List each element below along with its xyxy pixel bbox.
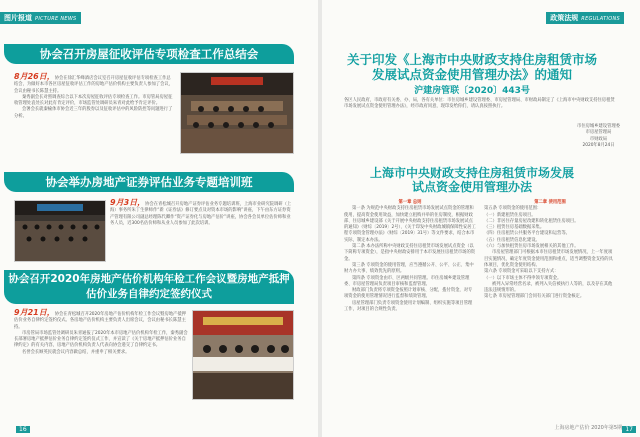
article-3-title: 协会召开2020年房地产估价机构年检工作会议暨房地产抵押估价业务自律约定签约仪式 <box>4 270 294 304</box>
article-3-p2: 市房管局市场监管处调研员朱青通报了2020年本市房地产估价机构年检工作，秦秀副会长部署房地产抵押估价业务自律约定签约仪式工作，并宣读了《关于房地产抵押估价业务自律约定》的有关内容，房地产估价机构负责人代表向协会递交了自律约定书。 <box>14 330 188 349</box>
article-1-date: 8月26日， <box>14 72 55 81</box>
doc-title-line-1: 上海市中央财政支持住房租赁市场发展 <box>369 166 574 180</box>
clause-6-para: 被列入异常经营名录，被列入失信被执行人等的，以及存在其他违法违规情形的。 <box>484 281 613 294</box>
issue-date: 2020年8月24日 <box>582 142 615 148</box>
article-3-body <box>14 310 188 356</box>
chapter-1-heading: 第一章 总则 <box>398 200 422 205</box>
training-photo <box>14 200 106 262</box>
article-3-p1: 协会在青松城召开2020年房地产估价机构年检工作会议暨房地产抵押估价业务自律约定签约仪式。各房地产估价机构主要负责人出席会议，会议由秘书长陈慧主持。 <box>14 312 186 330</box>
clause-4: 第四条 专项资金由市、区两级共同管理。市住房城乡建设管理委、市房屋管理局负责项目审核和监督管理。 <box>344 275 470 287</box>
clause-5-item-2: （二）非居住存量房屋改建和转化租赁住房项目。 <box>484 218 579 224</box>
clause-5-item-3: （三）租赁住房基础数据采集。 <box>484 225 545 231</box>
clause-4-para-3: 房屋管理部门负责专项资金使用计划编制、组织实施等项目管理工作，对项目的合规性负责。 <box>344 300 473 313</box>
meeting-photo-1 <box>180 72 294 154</box>
notice-body: 各区人民政府，市政府有关委、办、局，各有关单位：市住房城乡建设管理委、市房屋管理局、市财政局制定了《上海市中央财政支持住房租赁市场发展试点资金使用管理办法》，经市政府同意，现印发给你们，请认真按照执行。 <box>344 98 615 110</box>
clause-1: 第一条 为规范中央财政支持住房租赁市场发展试点资金的管理和使用，提高资金使用效益，加快建立租购并举的住房制度，根据财政部、住房城乡建设部《关于开展中央财政支持住房租赁市场发展试点的通知》（财综〔2019〕2号）、《关于印发中央财政城镇保障性安居工程专项资金管理办法》（财综〔2019〕31号）等文件要求，结合本市实际，制定本办法。 <box>344 206 476 243</box>
clause-6: 第六条 专项资金可采取以下支持方式： <box>484 269 559 275</box>
doc-title <box>322 166 622 194</box>
article-2-title: 协会举办房地产证券评估业务专题培训班 <box>4 172 294 192</box>
clause-6-item-1: （一）以下市场主体不得申领专项资金。 <box>484 275 562 281</box>
article-2-p1: 协会在青松城召开房地产证券评估业务专题培训班，上海市业研究院调研（上海）事务所朱丁生律师作“新《证券法》修订要点及对资本市场的影响”讲座，下午由东方证券资产管理有限公司副总经理陈代卿作“资产证券化与房地产估价”讲座，协会各会员单位估价师和业务人员，近300名估价师和从业人员参加了此次培训。 <box>110 202 292 226</box>
article-column-right <box>484 200 616 301</box>
article-3 <box>4 270 294 430</box>
clause-5-item-1: （一）新建租赁住房项目。 <box>484 212 536 218</box>
notice-title <box>322 52 622 82</box>
notice-issuers <box>577 124 620 149</box>
page-footer: 上海房地产估价 2020年第5期 <box>554 425 622 431</box>
article-2-date: 9月3日， <box>110 198 146 207</box>
article-1-body <box>14 74 174 120</box>
article-1-p2: 秦秀副会长对照调查综合以下本次房屋征收评估专项检查工作。市房管局房屋征收管理处袁处长对此有肯定评价，市场监管处调研员朱青对此给予肯定评价。 <box>14 94 173 107</box>
article-3-date: 9月21日， <box>14 308 55 317</box>
article-1 <box>4 44 294 176</box>
issuer-1: 市住房城乡建设管理委 <box>577 124 620 129</box>
right-page <box>322 0 640 437</box>
article-1-title: 协会召开房屋征收评估专项检查工作总结会 <box>4 44 294 64</box>
article-2 <box>4 172 294 264</box>
article-3-p3: 名誉会长顾英民就会议内容做总结，并重申了相关要求。 <box>22 349 130 355</box>
clause-4-para-2: 财政部门负责将专项资金按照计划审核、分配，拨付资金，对专项资金的使用管理情况进行监督和绩效管理。 <box>344 288 473 300</box>
clause-3: 第三条 专项资金的使用管理，应当遵循公开、公平、公正、集中财力办大事、绩效优先的原则。 <box>344 262 474 275</box>
notice-title-line-2: 发展试点资金使用管理办法》的通知 <box>371 67 572 82</box>
notice-title-line-1: 关于印发《上海市中央财政支持住房租赁市场 <box>346 52 597 67</box>
signing-photo <box>192 310 294 400</box>
left-page-number: 16 <box>16 426 30 433</box>
article-2-body <box>110 200 292 227</box>
issuer-2: 市房屋管理局 <box>585 130 612 136</box>
article-1-p3: 会署会长就秦榆体市协会近三年的股券以及征收评估中的风险防控等问题进行了分析。 <box>14 107 173 119</box>
chapter-2-heading: 第二章 使用范围 <box>534 200 566 205</box>
section-tag-picture-news: 图片报道 PICTURE NEWS <box>0 12 81 24</box>
left-page <box>0 0 318 437</box>
issuer-3: 市财政局 <box>589 136 608 142</box>
article-column-left <box>344 200 476 313</box>
right-page-number: 17 <box>622 426 636 433</box>
clause-2: 第二条 本办法所称中央财政支持住房租赁市场发展试点资金（以下简称专项资金），是指中央财政安排用于本市发展住房租赁市场的资金。 <box>344 244 476 262</box>
clause-5: 第五条 专项资金的使用范围： <box>484 206 542 212</box>
clause-5-item-4: （四）住房租赁公共服务平台建设和运营等。 <box>484 231 570 237</box>
article-1-p1: 协会在徐汇华峰酒店会议室召开房屋征收评估专项检查工作总结会，为做好本市各区房屋征收评估工作的房地产估价机构主要负责人参加了会议，会议由秘书长陈慧主持。 <box>14 76 173 94</box>
clause-5-item-5: （五）住房租赁信息化建设。 <box>484 237 540 243</box>
section-tag-regulations: 政策法规 REGULATIONS <box>546 12 624 24</box>
doc-title-line-2: 试点资金使用管理办法 <box>411 180 532 194</box>
clause-5-para: 市房屋管理部门可根据本市住房租赁市场发展情况，上一年度项目实施情况，确定年度资金使用范围和重点，适当调整资金支持的具体项目，优化资金使用结构。 <box>484 250 613 268</box>
clause-5-item-6: （六）与加快租赁住房市场发展相关的其他工作。 <box>484 244 579 250</box>
notice-number: 沪建房管联〔2020〕443号 <box>414 86 530 96</box>
clause-7: 第七条 市房屋管理部门会同有关部门进行资金核定。 <box>484 294 585 300</box>
